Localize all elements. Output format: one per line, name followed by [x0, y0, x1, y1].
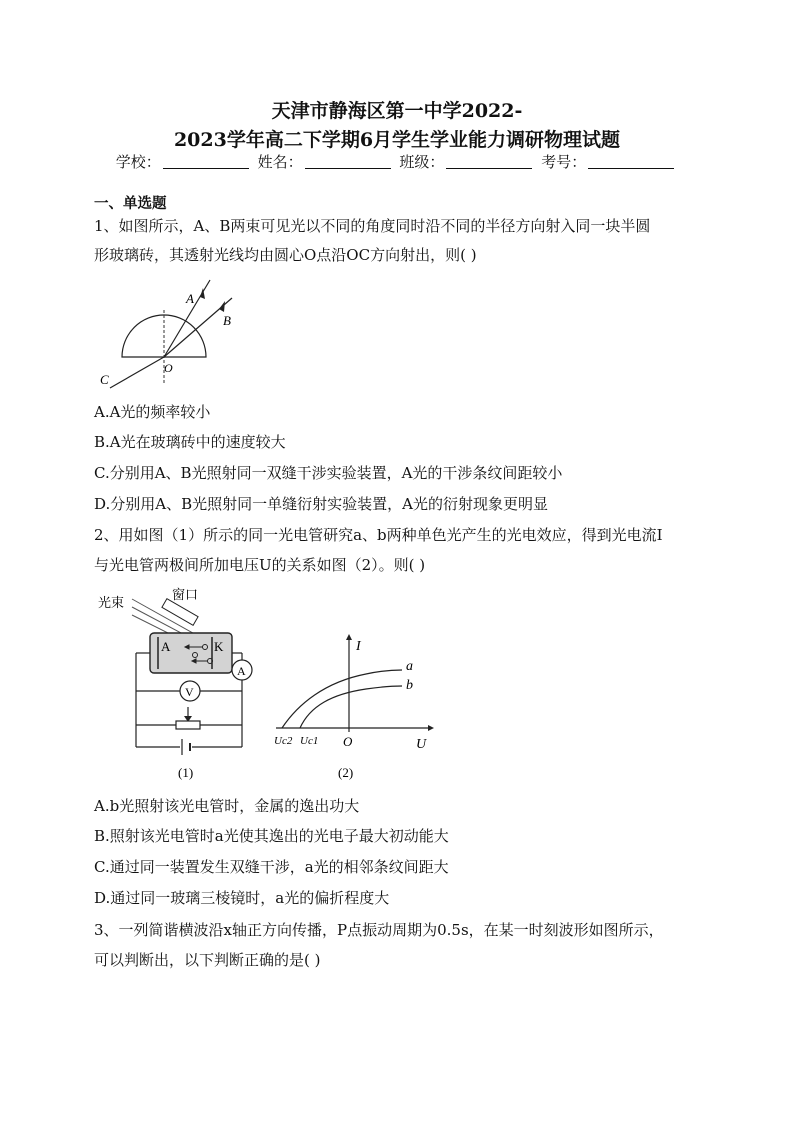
question-2-option-d: D.通过同一玻璃三棱镜时，a光的偏折程度大: [94, 889, 390, 907]
label-origin: O: [343, 734, 353, 749]
exam-title-line2: 2023学年高二下学期6月学生学业能力调研物理试题: [173, 129, 621, 151]
label-i: I: [356, 639, 361, 654]
ray-c: [110, 357, 164, 388]
section-heading: 一、单选题: [94, 195, 167, 212]
label-voltmeter: V: [185, 685, 194, 699]
figure-2-caption: (2): [338, 765, 354, 780]
label-window: 窗口: [172, 587, 199, 602]
rheostat: [176, 721, 200, 729]
exam-title-line1: 天津市静海区第一中学2022-: [271, 100, 523, 122]
label-curve-b: b: [406, 678, 413, 693]
window-tube: [162, 599, 198, 626]
question-2-figure-1: [96, 585, 266, 785]
figure-1-caption: (1): [178, 765, 194, 780]
question-3-stem-line2: 可以判断出，以下判断正确的是( ): [94, 951, 321, 969]
question-1-stem-line1: 1、如图所示，A、B两束可见光以不同的角度同时沿不同的半径方向射入同一块半圆: [94, 217, 651, 235]
school-label: 学校：: [115, 153, 161, 171]
question-2-stem-line1: 2、用如图（1）所示的同一光电管研究a、b两种单色光产生的光电效应，得到光电流I: [94, 526, 663, 544]
question-1-option-b: B.A光在玻璃砖中的速度较大: [94, 433, 286, 451]
label-a: A: [186, 291, 194, 306]
y-axis-arrow: [346, 634, 352, 640]
label-ammeter: A: [237, 664, 246, 678]
question-2-option-b: B.照射该光电管时a光使其逸出的光电子最大初动能大: [94, 827, 449, 845]
class-blank: [446, 154, 532, 169]
label-uc2: Uc2: [274, 735, 293, 747]
label-o: O: [164, 361, 173, 375]
curve-a: [282, 670, 402, 728]
label-curve-a: a: [406, 659, 413, 674]
x-axis-arrow: [428, 725, 434, 731]
question-1-option-a: A.A光的频率较小: [94, 403, 211, 421]
school-blank: [163, 154, 249, 169]
exam-no-label: 考号：: [541, 153, 587, 171]
question-2-option-c: C.通过同一装置发生双缝干涉，a光的相邻条纹间距大: [94, 858, 449, 876]
question-2-stem-line2: 与光电管两极间所加电压U的关系如图（2）。则( ): [94, 556, 426, 574]
exam-no-blank: [588, 154, 674, 169]
name-blank: [305, 154, 391, 169]
ray-b-arrow: [219, 301, 225, 312]
label-u: U: [416, 737, 427, 752]
question-1-figure: [94, 276, 254, 394]
question-1-option-c: C.分别用A、B光照射同一双缝干涉实验装置，A光的干涉条纹间距较小: [94, 464, 563, 482]
curve-b: [300, 686, 402, 728]
label-light-beam: 光束: [98, 595, 125, 610]
question-2-option-a: A.b光照射该光电管时，金属的逸出功大: [94, 797, 360, 815]
question-1-stem-line2: 形玻璃砖，其透射光线均由圆心O点沿OC方向射出，则( ): [94, 246, 477, 264]
class-label: 班级：: [399, 153, 445, 171]
question-2-figure-2: [270, 632, 440, 784]
label-b: B: [223, 313, 231, 328]
label-uc1: Uc1: [300, 735, 319, 747]
question-3-stem-line1: 3、一列简谐横波沿x轴正方向传播，P点振动周期为0.5s，在某一时刻波形如图所示，: [94, 921, 664, 939]
student-info-row: [0, 151, 794, 172]
question-1-option-d: D.分别用A、B光照射同一单缝衍射实验装置，A光的衍射现象更明显: [94, 495, 548, 513]
name-label: 姓名：: [257, 153, 303, 171]
label-anode: A: [161, 639, 171, 654]
label-cathode: K: [214, 639, 224, 654]
label-c: C: [100, 372, 109, 387]
